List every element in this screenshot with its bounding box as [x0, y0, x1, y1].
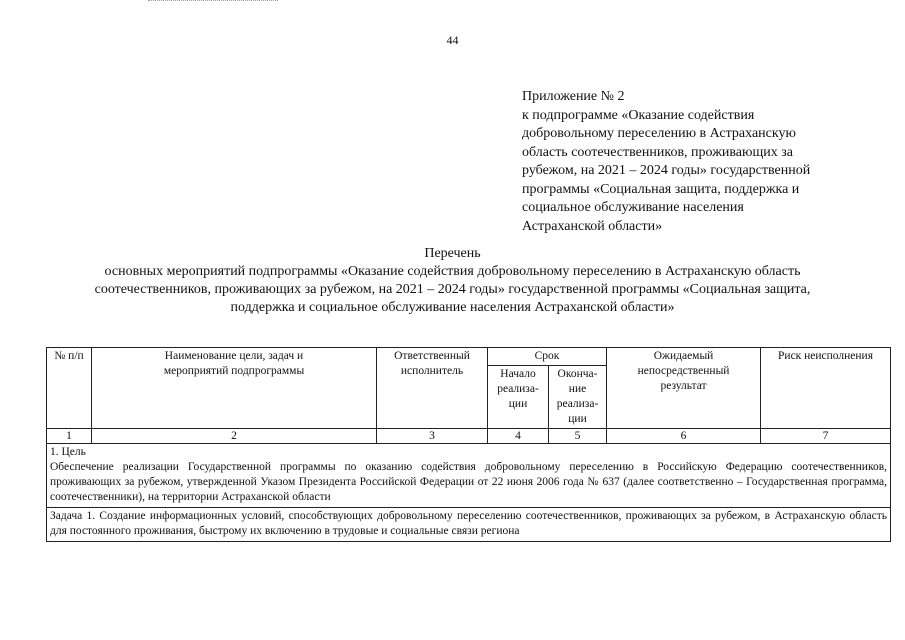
goal-text: Обеспечение реализации Государственной программы по оказанию содействия добровольному переселению в Российскую Федерацию соотечественников, проживающих за рубежом, утвержденной Указом Президента Российской Федерации от 22 июня 2006 года № 637 (далее соответственно – Государственная программа, соотечественники), на территории Астраханской области — [50, 461, 888, 503]
appendix-line: Приложение № 2 — [522, 89, 625, 104]
goal-label: 1. Цель — [50, 446, 86, 458]
appendix-block — [522, 88, 892, 236]
header-risk: Риск неисполнения — [761, 348, 891, 429]
header-start: Начало реализа-ции — [488, 366, 549, 429]
column-number: 2 — [92, 429, 377, 444]
page-number: 44 — [446, 33, 459, 47]
scan-artifact — [148, 0, 278, 4]
column-number: 1 — [47, 429, 92, 444]
column-number: 5 — [549, 429, 607, 444]
header-result: Ожидаемый непосредственный результат — [607, 348, 761, 429]
appendix-line: к подпрограмме «Оказание содействия — [522, 107, 755, 123]
column-number: 6 — [607, 429, 761, 444]
appendix-line: область соотечественников, проживающих за — [522, 144, 793, 160]
task-cell — [47, 508, 891, 542]
appendix-line: социальное обслуживание населения — [522, 200, 744, 215]
measures-table — [46, 347, 891, 542]
appendix-line: Астраханской области» — [522, 218, 663, 234]
task-text: Задача 1. Создание информационных условий, способствующих добровольному переселению соотечественников, проживающих за рубежом, в Астраханскую область для постоянного проживания, быстрому их включению в трудовые и социальные связи региона — [50, 510, 888, 537]
header-term: Срок — [488, 348, 607, 366]
appendix-line: программы «Социальная защита, поддержка и — [522, 181, 800, 197]
goal-cell — [47, 444, 891, 508]
header-end: Оконча-ние реализа-ции — [549, 366, 607, 429]
column-number: 3 — [377, 429, 488, 444]
header-num: № п/п — [47, 348, 92, 429]
list-title — [0, 245, 905, 317]
appendix-line: добровольному переселению в Астраханскую — [522, 126, 796, 141]
list-heading: Перечень — [424, 246, 481, 261]
column-number: 7 — [761, 429, 891, 444]
header-name: Наименование цели, задач и мероприятий подпрограммы — [92, 348, 377, 429]
appendix-line: рубежом, на 2021 – 2024 годы» государственной — [522, 163, 811, 178]
list-title-line: поддержка и социальное обслуживание населения Астраханской области» — [230, 300, 675, 315]
column-number: 4 — [488, 429, 549, 444]
header-executor: Ответственный исполнитель — [377, 348, 488, 429]
list-title-line: соотечественников, проживающих за рубежом, на 2021 – 2024 годы» государственной программы «Социальная защита, — [94, 282, 811, 297]
list-title-line: основных мероприятий подпрограммы «Оказание содействия добровольному переселению в Астраханскую область — [104, 264, 801, 279]
